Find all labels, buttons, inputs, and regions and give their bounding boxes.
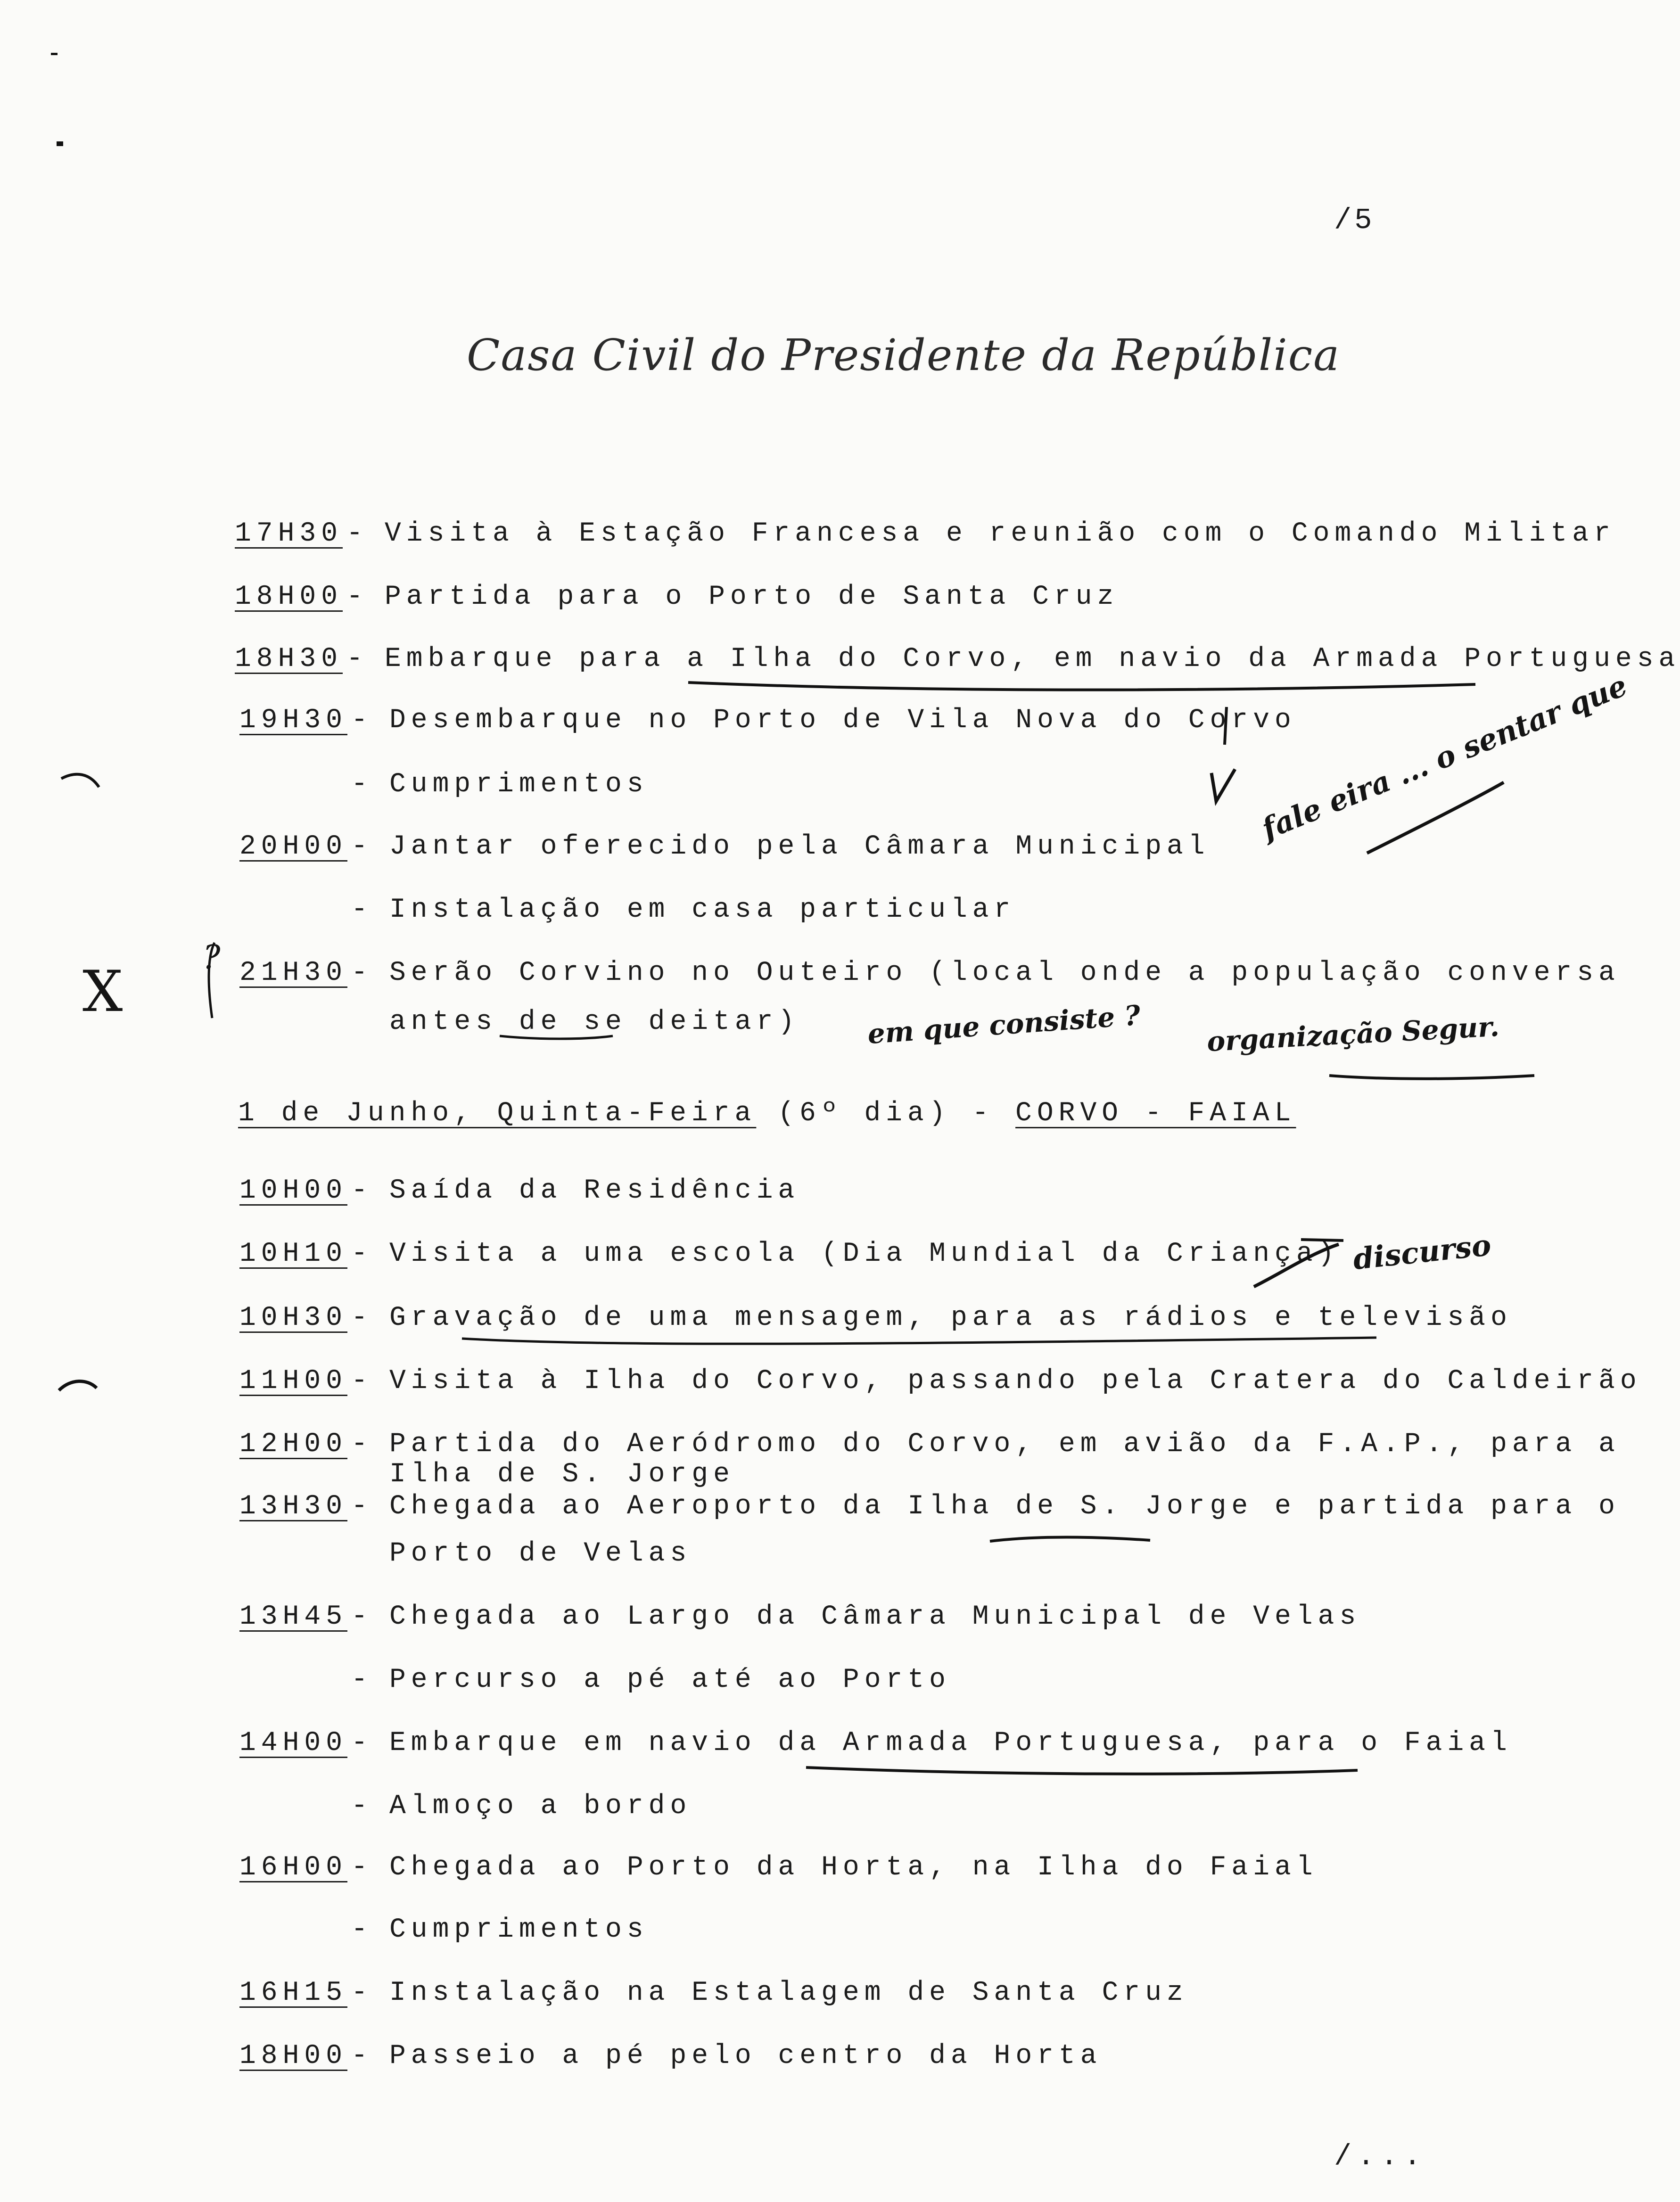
ink-dot — [51, 53, 58, 55]
dash: - — [351, 1239, 373, 1269]
schedule-text: Visita a uma escola (Dia Mundial da Criança) — [389, 1239, 1340, 1269]
ink-underline — [806, 1767, 1358, 1774]
schedule-time: 14H00 — [239, 1728, 348, 1758]
ink-stroke — [1254, 1244, 1339, 1287]
schedule-text: Embarque em navio da Armada Portuguesa, para o Faial — [389, 1728, 1512, 1758]
dash: - — [351, 1602, 373, 1632]
handwritten-note: em que consiste ? — [866, 999, 1142, 1051]
schedule-text: Desembarque no Porto de Vila Nova do Corvo — [389, 705, 1296, 736]
schedule-text: Embarque para a Ilha do Corvo, em navio da Armada Portuguesa — [385, 644, 1680, 674]
ink-underline — [990, 1537, 1150, 1542]
dash: - — [351, 1303, 373, 1333]
dash: - — [351, 1852, 373, 1883]
ink-underline — [688, 682, 1475, 690]
schedule-text: Jantar oferecido pela Câmara Municipal — [389, 831, 1210, 862]
dash: - — [351, 1665, 373, 1695]
schedule-text: Porto de Velas — [389, 1538, 692, 1569]
schedule-time: 17H30 — [235, 518, 343, 549]
schedule-time: 10H10 — [239, 1239, 348, 1269]
day-route: CORVO - FAIAL — [1015, 1098, 1296, 1129]
handwritten-note: discurso — [1351, 1227, 1493, 1277]
schedule-text: Chegada ao Aeroporto da Ilha de S. Jorge e partida para o — [389, 1491, 1620, 1522]
schedule-text: Almoço a bordo — [389, 1791, 692, 1822]
schedule-text: Partida do Aeródromo do Corvo, em avião da F.A.P., para a — [389, 1429, 1620, 1460]
margin-x-mark: X — [82, 959, 123, 1025]
dash: - — [351, 705, 373, 736]
schedule-time: 21H30 — [239, 958, 348, 988]
schedule-text: Visita à Ilha do Corvo, passando pela Cratera do Caldeirão — [389, 1366, 1642, 1397]
day-separator: - — [972, 1098, 994, 1129]
schedule-time: 18H00 — [239, 2041, 348, 2071]
schedule-time: 13H30 — [239, 1491, 348, 1522]
dash: - — [346, 582, 368, 612]
ink-dot — [57, 141, 63, 146]
dash: - — [351, 1366, 373, 1397]
schedule-text: Instalação em casa particular — [389, 895, 1016, 925]
dash: - — [351, 1914, 373, 1945]
letterhead: Casa Civil do Presidente da República — [467, 330, 1341, 380]
schedule-text: Cumprimentos — [389, 769, 649, 800]
schedule-text: Serão Corvino no Outeiro (local onde a população conversa — [389, 958, 1620, 988]
schedule-text: Saída da Residência — [389, 1175, 800, 1206]
dash: - — [346, 644, 368, 674]
dash: - — [351, 958, 373, 988]
dash: - — [346, 518, 368, 549]
schedule-text: Partida para o Porto de Santa Cruz — [385, 582, 1119, 612]
schedule-text: Percurso a pé até ao Porto — [389, 1665, 951, 1695]
continuation-mark: /... — [1334, 2140, 1427, 2173]
dash: - — [351, 1175, 373, 1206]
dash: - — [351, 1791, 373, 1822]
schedule-text: Cumprimentos — [389, 1914, 649, 1945]
schedule-time: 12H00 — [239, 1429, 348, 1460]
ink-underline — [462, 1338, 1376, 1344]
schedule-time: 20H00 — [239, 831, 348, 862]
dash: - — [351, 1728, 373, 1758]
schedule-text: Ilha de S. Jorge — [389, 1459, 735, 1490]
dash: - — [351, 1491, 373, 1522]
dash: - — [351, 2041, 373, 2071]
handwritten-note: organização Segur. — [1206, 1010, 1500, 1058]
schedule-time: 16H00 — [239, 1852, 348, 1883]
schedule-text: Passeio a pé pelo centro da Horta — [389, 2041, 1102, 2071]
schedule-text: Chegada ao Porto da Horta, na Ilha do Faial — [389, 1852, 1318, 1883]
ink-margin-mark — [59, 1381, 97, 1390]
ink-margin-mark — [61, 774, 99, 787]
schedule-time: 11H00 — [239, 1366, 348, 1397]
ink-underline — [1329, 1076, 1534, 1079]
schedule-time: 10H00 — [239, 1175, 348, 1206]
continuation-line: antes de se deitar) — [389, 1007, 800, 1037]
dash: - — [351, 895, 373, 925]
schedule-time: 18H00 — [235, 582, 343, 612]
ink-vertical-line — [1225, 707, 1227, 745]
handwritten-note: fale eira ... o sentar que — [1257, 668, 1632, 846]
day-date: 1 de Junho, Quinta-Feira — [238, 1098, 757, 1129]
day-number: (6º dia) — [778, 1098, 951, 1129]
dash: - — [351, 1429, 373, 1460]
schedule-text: Instalação na Estalagem de Santa Cruz — [389, 1978, 1188, 2008]
schedule-time: 19H30 — [239, 705, 348, 736]
schedule-text: Chegada ao Largo da Câmara Municipal de Velas — [389, 1602, 1361, 1632]
schedule-text: Gravação de uma mensagem, para as rádios e televisão — [389, 1303, 1512, 1333]
schedule-text: Visita à Estação Francesa e reunião com o Comando Militar — [385, 518, 1615, 549]
page-number: /5 — [1334, 204, 1375, 237]
schedule-time: 18H30 — [235, 644, 343, 674]
dash: - — [351, 769, 373, 800]
ink-arrow — [1211, 769, 1235, 801]
ink-stroke — [1301, 1240, 1343, 1241]
ink-underline — [500, 1036, 613, 1039]
schedule-time: 10H30 — [239, 1303, 348, 1333]
dash: - — [351, 831, 373, 862]
schedule-time: 13H45 — [239, 1602, 348, 1632]
dash: - — [351, 1978, 373, 2008]
schedule-time: 16H15 — [239, 1978, 348, 2008]
margin-question-mark: ? — [203, 938, 221, 977]
